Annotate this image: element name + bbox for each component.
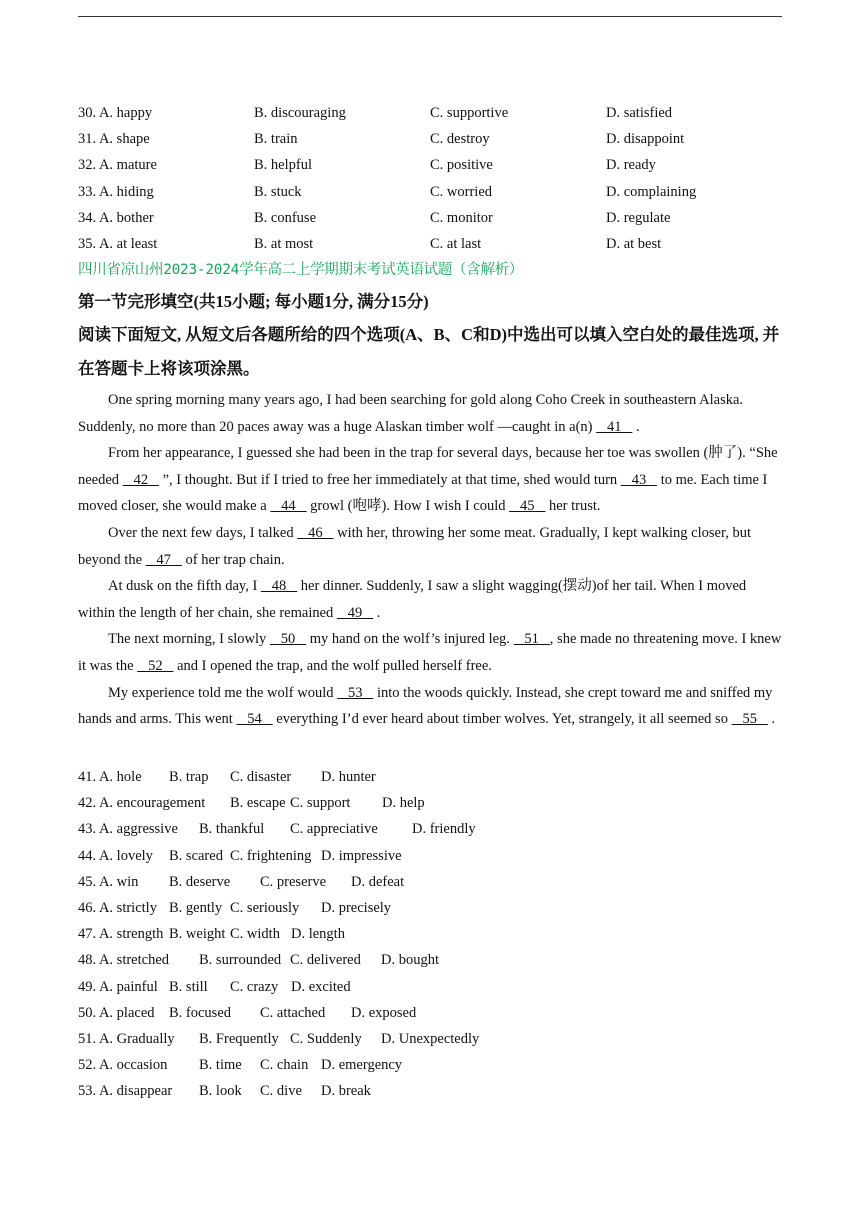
section-title: 第一节完形填空(共15小题; 每小题1分, 满分15分): [78, 292, 429, 311]
option-d: D. regulate: [606, 209, 671, 226]
option-a: A. disappear: [98, 1083, 173, 1100]
option-b: B. confuse: [254, 209, 317, 226]
option-a: A. strength: [98, 926, 164, 943]
paragraph-2: [78, 440, 784, 520]
option-a: A. shape: [98, 131, 150, 148]
paragraph-4: [78, 573, 784, 626]
option-b: B. still: [169, 978, 208, 995]
option-d: D. at best: [606, 235, 662, 252]
option-c: C. dive: [260, 1083, 302, 1100]
option-d: D. exposed: [351, 1004, 417, 1021]
option-b: B. surrounded: [199, 952, 282, 969]
passage-text: of her trap chain.: [181, 551, 285, 568]
blank-47: 47: [145, 551, 182, 568]
option-d: D. bought: [381, 952, 439, 969]
option-c: C. supportive: [430, 105, 509, 121]
cloze-passage: [78, 387, 784, 733]
question-number: 47.: [78, 926, 97, 943]
option-b: B. discouraging: [254, 105, 346, 121]
question-number: 46.: [78, 899, 97, 916]
option-row-33: [0, 179, 860, 205]
question-number: 45.: [78, 873, 97, 890]
option-d: D. defeat: [351, 873, 405, 890]
option-b: B. look: [199, 1083, 242, 1100]
question-row-43: [0, 816, 860, 842]
option-c: C. destroy: [430, 131, 490, 148]
option-b: B. scared: [169, 847, 223, 864]
blank-42: 42: [122, 471, 159, 488]
question-number: 52.: [78, 1057, 97, 1074]
instructions: 阅读下面短文, 从短文后各题所给的四个选项(A、B、C和D)中选出可以填入空白处的最佳选项, 并在答题卡上将该项涂黑。: [78, 325, 780, 378]
option-c: C. monitor: [430, 209, 493, 226]
option-c: C. delivered: [290, 952, 361, 969]
option-row-34: [0, 205, 860, 231]
option-d: D. impressive: [321, 847, 402, 864]
option-c: C. preserve: [260, 873, 327, 890]
option-c: C. frightening: [230, 847, 312, 864]
blank-50: 50: [269, 631, 307, 648]
question-number: 48.: [78, 952, 97, 969]
passage-text: Over the next few days, I talked: [108, 524, 298, 541]
option-c: C. support: [290, 795, 351, 812]
option-a: A. occasion: [98, 1057, 168, 1074]
question-number: 30.: [78, 105, 97, 121]
blank-41: 41: [596, 418, 633, 435]
paragraph-1: [78, 387, 784, 440]
question-row-52: [0, 1052, 860, 1078]
question-number: 44.: [78, 847, 97, 864]
option-a: A. stretched: [98, 952, 170, 969]
option-row-35: [0, 231, 860, 257]
option-c: C. attached: [260, 1004, 326, 1021]
option-a: A. lovely: [98, 847, 153, 864]
source-line: 四川省凉山州2023-2024学年高二上学期期末考试英语试题（含解析）: [78, 262, 524, 278]
passage-text: into the woods quickly. Instead, she crept toward me and sniffed my hands and arms. This went: [78, 684, 773, 728]
option-d: D. emergency: [321, 1057, 403, 1074]
question-row-44: [0, 843, 860, 869]
question-row-53: [0, 1078, 860, 1104]
passage-text: , she made no threatening move. I knew it was the: [78, 631, 782, 674]
option-a: A. strictly: [98, 899, 157, 916]
question-row-49: [0, 974, 860, 1000]
option-d: D. help: [382, 795, 425, 812]
question-number: 41.: [78, 769, 97, 785]
blank-43: 43: [620, 471, 658, 488]
option-c: C. appreciative: [290, 821, 378, 838]
option-d: D. disappoint: [606, 131, 685, 148]
blank-55: 55: [731, 711, 768, 728]
question-number: 42.: [78, 795, 97, 812]
passage-text: One spring morning many years ago, I had been searching for gold along Coho Creek in southeastern Alaska. Suddenly, no more than 20 paces away was a huge Alaskan timber wolf —caught in a(n): [78, 392, 744, 435]
question-number: 50.: [78, 1004, 97, 1021]
passage-text: .: [632, 418, 640, 435]
question-row-41: [0, 764, 860, 790]
question-row-50: [0, 1000, 860, 1026]
question-number: 43.: [78, 821, 97, 838]
passage-text: and I opened the trap, and the wolf pulled herself free.: [173, 657, 492, 674]
passage-text: to me. Each time I moved closer, she would make a: [78, 471, 768, 515]
blank-48: 48: [260, 578, 298, 595]
option-c: C. seriously: [230, 899, 300, 916]
passage-text: growl (咆哮). How I wish I could: [306, 498, 510, 515]
option-c: C. disaster: [230, 769, 292, 785]
blank-51: 51: [513, 631, 550, 648]
question-options-list: [0, 764, 860, 1104]
option-b: B. weight: [169, 926, 226, 943]
option-c: C. worried: [430, 183, 493, 200]
option-b: B. at most: [254, 235, 314, 252]
question-number: 49.: [78, 978, 97, 995]
passage-text: her trust.: [545, 498, 601, 515]
question-number: 31.: [78, 131, 97, 148]
passage-text: with her, throwing her some meat. Gradually, I kept walking closer, but beyond the: [78, 524, 751, 568]
passage-text: .: [767, 711, 776, 728]
option-b: B. escape: [230, 795, 286, 812]
question-row-45: [0, 869, 860, 895]
question-number: 34.: [78, 209, 97, 226]
blank-49: 49: [336, 604, 374, 621]
option-a: A. hole: [98, 769, 142, 785]
option-b: B. thankful: [199, 821, 265, 838]
option-a: A. painful: [98, 978, 158, 995]
blank-45: 45: [509, 498, 546, 515]
option-b: B. train: [254, 131, 298, 148]
option-d: D. satisfied: [606, 105, 673, 121]
question-number: 53.: [78, 1083, 97, 1100]
option-c: C. width: [230, 926, 280, 943]
passage-text: .: [373, 604, 381, 621]
blank-54: 54: [236, 711, 273, 728]
passage-text: At dusk on the fifth day, I: [108, 578, 261, 595]
passage-text: From her appearance, I guessed she had been in the trap for several days, because her toe was swollen (肿了). “She needed: [78, 445, 778, 488]
passage-text: ”, I thought. But if I tried to free her immediately at that time, shed would turn: [158, 471, 621, 488]
option-d: D. ready: [606, 157, 656, 174]
option-b: B. time: [199, 1057, 242, 1074]
option-a: A. aggressive: [98, 821, 178, 838]
option-b: B. stuck: [254, 183, 302, 200]
option-b: B. focused: [169, 1004, 232, 1021]
option-c: C. Suddenly: [290, 1030, 362, 1047]
option-b: B. trap: [169, 769, 209, 785]
option-b: B. helpful: [254, 157, 312, 174]
option-d: D. break: [321, 1083, 371, 1100]
question-number: 33.: [78, 183, 97, 200]
option-d: D. complaining: [606, 183, 697, 200]
paragraph-6: [78, 680, 784, 733]
option-a: A. encouragement: [98, 795, 206, 812]
option-b: B. deserve: [169, 873, 231, 890]
passage-text: her dinner. Suddenly, I saw a slight wagging(摆动)of her tail. When I moved within the length of her chain, she remained: [78, 578, 747, 621]
option-a: A. mature: [98, 157, 157, 174]
blank-53: 53: [337, 684, 374, 701]
option-d: D. precisely: [321, 899, 392, 916]
question-number: 35.: [78, 235, 97, 252]
option-a: A. bother: [98, 209, 154, 226]
option-a: A. hiding: [98, 183, 154, 200]
question-row-46: [0, 895, 860, 921]
options-table: [0, 100, 860, 257]
option-d: D. length: [291, 926, 345, 943]
option-b: B. Frequently: [199, 1030, 279, 1047]
option-d: D. friendly: [412, 821, 476, 838]
question-number: 51.: [78, 1030, 97, 1047]
option-c: C. positive: [430, 157, 493, 174]
paragraph-3: [78, 520, 784, 573]
option-a: A. win: [98, 873, 139, 890]
option-a: A. happy: [98, 105, 153, 121]
option-c: C. chain: [260, 1057, 309, 1074]
blank-52: 52: [137, 657, 174, 674]
question-row-42: [0, 790, 860, 816]
paragraph-5: [78, 626, 784, 679]
header-rule: [78, 16, 782, 17]
option-d: D. excited: [291, 978, 351, 995]
option-d: D. Unexpectedly: [381, 1030, 480, 1047]
option-b: B. gently: [169, 899, 223, 916]
question-number: 32.: [78, 157, 97, 174]
option-a: A. Gradually: [98, 1030, 175, 1047]
option-c: C. crazy: [230, 978, 279, 995]
option-c: C. at last: [430, 235, 482, 252]
blank-46: 46: [297, 524, 334, 541]
option-a: A. placed: [98, 1004, 155, 1021]
question-row-48: [0, 947, 860, 973]
option-row-32: [0, 152, 860, 178]
question-row-51: [0, 1026, 860, 1052]
option-row-31: [0, 126, 860, 152]
blank-44: 44: [270, 498, 307, 515]
passage-text: The next morning, I slowly: [108, 631, 270, 648]
option-d: D. hunter: [321, 769, 376, 785]
passage-text: everything I’d ever heard about timber wolves. Yet, strangely, it all seemed so: [272, 711, 732, 728]
question-row-47: [0, 921, 860, 947]
option-row-30: [0, 100, 860, 126]
passage-text: My experience told me the wolf would: [108, 684, 338, 701]
passage-text: my hand on the wolf’s injured leg.: [306, 631, 514, 648]
option-a: A. at least: [98, 235, 158, 252]
